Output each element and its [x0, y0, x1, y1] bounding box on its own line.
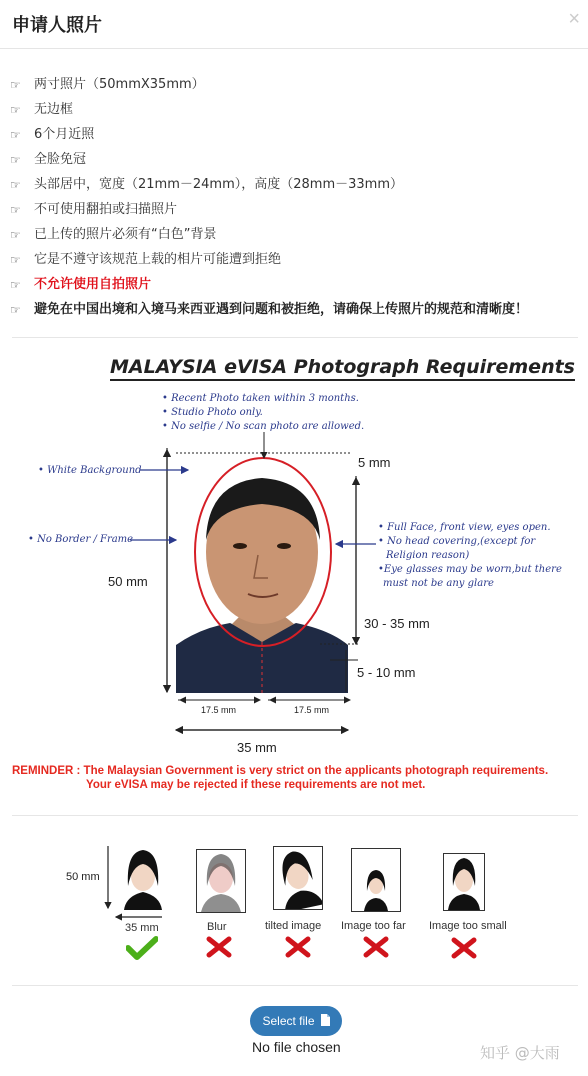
note-religion-reason: Religion reason)	[386, 550, 470, 561]
note-no-selfie: • No selfie / No scan photo are allowed.	[162, 421, 365, 432]
requirement-item: ☞ 两寸照片（50mmX35mm）	[10, 72, 528, 97]
example-blur-photo	[196, 849, 246, 913]
dimension-face: 30 - 35 mm	[364, 616, 430, 631]
example-label-blur: Blur	[207, 921, 227, 933]
requirement-item: ☞ 头部居中，宽度（21mm－24mm），高度（28mm－33mm）	[10, 172, 528, 197]
divider	[12, 815, 578, 816]
note-white-background: • White Background	[38, 465, 142, 476]
file-status: No file chosen	[252, 1039, 341, 1055]
dimension-half-right: 17.5 mm	[294, 705, 330, 715]
requirement-item-important: ☞ 避免在中国出境和入境马来西亚遇到问题和被拒绝，请确保上传照片的规范和清晰度！	[10, 297, 528, 322]
example-too-small-photo	[443, 853, 485, 911]
pointing-hand-icon: ☞	[10, 277, 21, 292]
requirement-item-warning: ☞ 不允许使用自拍照片	[10, 272, 528, 297]
pointing-hand-icon: ☞	[10, 77, 21, 92]
note-no-border: • No Border / Frame	[28, 534, 134, 545]
dimension-height: 50 mm	[108, 574, 148, 589]
select-file-label: Select file	[262, 1014, 315, 1028]
divider	[12, 985, 578, 986]
reminder-line-2: Your eVISA may be rejected if these requirements are not met.	[86, 779, 426, 791]
example-label-too-far: Image too far	[341, 920, 406, 932]
modal-header	[0, 0, 588, 49]
select-file-button[interactable]	[250, 1006, 342, 1036]
modal-title: 申请人照片	[12, 15, 102, 36]
reminder-line-1: REMINDER : The Malaysian Government is very strict on the applicants photograph requirements.	[12, 765, 549, 777]
requirement-item: ☞ 全脸免冠	[10, 147, 528, 172]
example-label-tilted: tilted image	[265, 920, 322, 932]
watermark: 知乎 @大雨	[480, 1044, 560, 1062]
pointing-hand-icon: ☞	[10, 152, 21, 167]
example-height-label: 50 mm	[66, 871, 100, 883]
pointing-hand-icon: ☞	[10, 252, 21, 267]
file-icon	[321, 1014, 330, 1029]
example-label-too-small: Image too small	[429, 920, 507, 932]
cross-icon	[363, 936, 389, 958]
dimension-chin: 5 - 10 mm	[357, 665, 416, 680]
requirement-item: ☞ 已上传的照片必须有“白色”背景	[10, 222, 528, 247]
example-too-far-photo	[351, 848, 401, 912]
note-no-glare: must not be any glare	[383, 578, 494, 589]
note-no-head-covering: • No head covering,(except for	[378, 536, 536, 547]
checkmark-icon	[126, 936, 158, 960]
note-recent-photo: • Recent Photo taken within 3 months.	[162, 393, 359, 404]
note-full-face: • Full Face, front view, eyes open.	[378, 522, 551, 533]
example-tilted-photo	[273, 846, 323, 910]
pointing-hand-icon: ☞	[10, 177, 21, 192]
cross-icon	[451, 937, 477, 959]
example-correct-photo	[118, 846, 168, 910]
requirements-list	[10, 72, 528, 322]
example-width-label: 35 mm	[125, 922, 159, 934]
requirement-item: ☞ 不可使用翻拍或扫描照片	[10, 197, 528, 222]
pointing-hand-icon: ☞	[10, 102, 21, 117]
photo-diagram	[0, 380, 588, 760]
cross-icon	[285, 936, 311, 958]
note-eye-glasses: •Eye glasses may be worn,but there	[378, 564, 562, 575]
close-button[interactable]: ×	[568, 8, 580, 30]
cross-icon	[206, 936, 232, 958]
figure-title: MALAYSIA eVISA Photograph Requirements	[110, 356, 575, 381]
note-studio-photo: • Studio Photo only.	[162, 407, 263, 418]
dimension-top-gap: 5 mm	[358, 455, 391, 470]
pointing-hand-icon: ☞	[10, 302, 21, 317]
dimension-width: 35 mm	[237, 740, 277, 755]
requirement-item: ☞ 6个月近照	[10, 122, 528, 147]
requirement-item: ☞ 它是不遵守该规范上载的相片可能遭到拒绝	[10, 247, 528, 272]
divider	[12, 337, 578, 338]
pointing-hand-icon: ☞	[10, 227, 21, 242]
pointing-hand-icon: ☞	[10, 202, 21, 217]
pointing-hand-icon: ☞	[10, 127, 21, 142]
requirement-item: ☞ 无边框	[10, 97, 528, 122]
dimension-half-left: 17.5 mm	[201, 705, 237, 715]
